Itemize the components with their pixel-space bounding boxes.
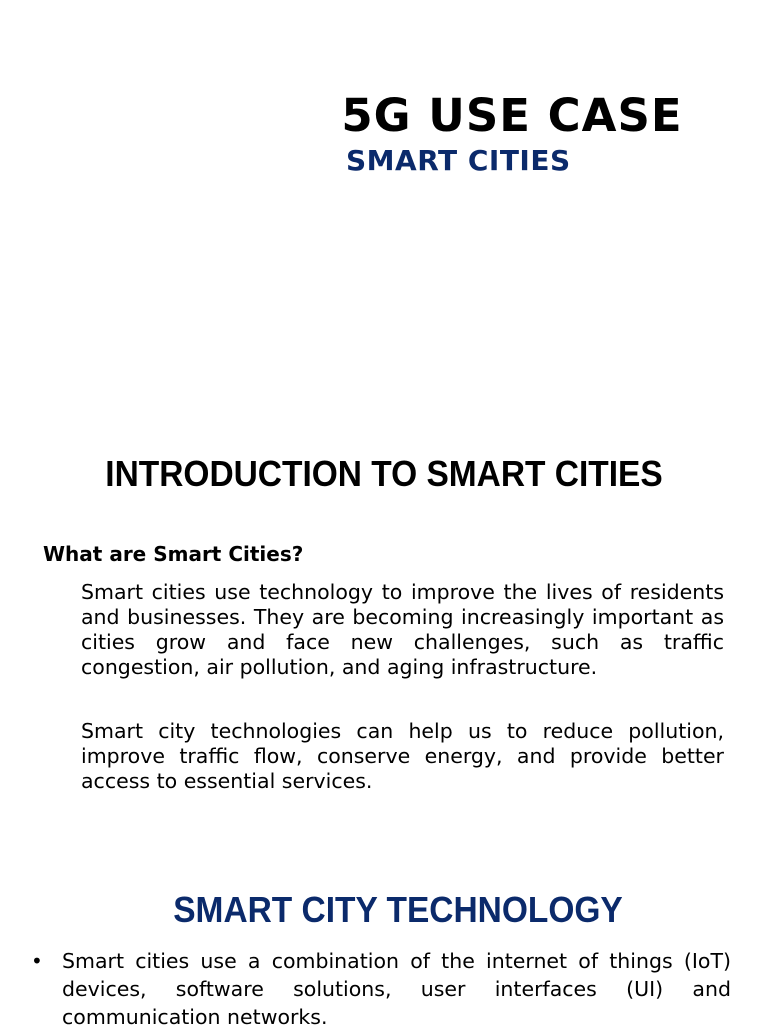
intro-question: What are Smart Cities?	[43, 542, 304, 566]
technology-heading: SMART CITY TECHNOLOGY	[173, 889, 623, 930]
intro-heading: INTRODUCTION TO SMART CITIES	[105, 453, 663, 494]
intro-paragraph: Smart city technologies can help us to reduce pollution, improve traffic flow, conserve energy, and provide better access to essential services.	[81, 719, 724, 793]
list-item	[31, 947, 731, 1031]
page-title: 5G USE CASE	[341, 89, 683, 142]
list-item-text: Smart cities use a combination of the internet of things (IoT) devices, software solutions, user interfaces (UI) and communication networks.	[62, 949, 731, 1029]
intro-paragraph: Smart cities use technology to improve the lives of residents and businesses. They are becoming increasingly important as cities grow and face new challenges, such as traffic congestion, air pollution, and aging infrastructure.	[81, 580, 724, 679]
technology-bullet-list	[31, 947, 731, 1031]
bullet-icon: •	[31, 949, 43, 973]
page-subtitle: SMART CITIES	[346, 144, 571, 177]
